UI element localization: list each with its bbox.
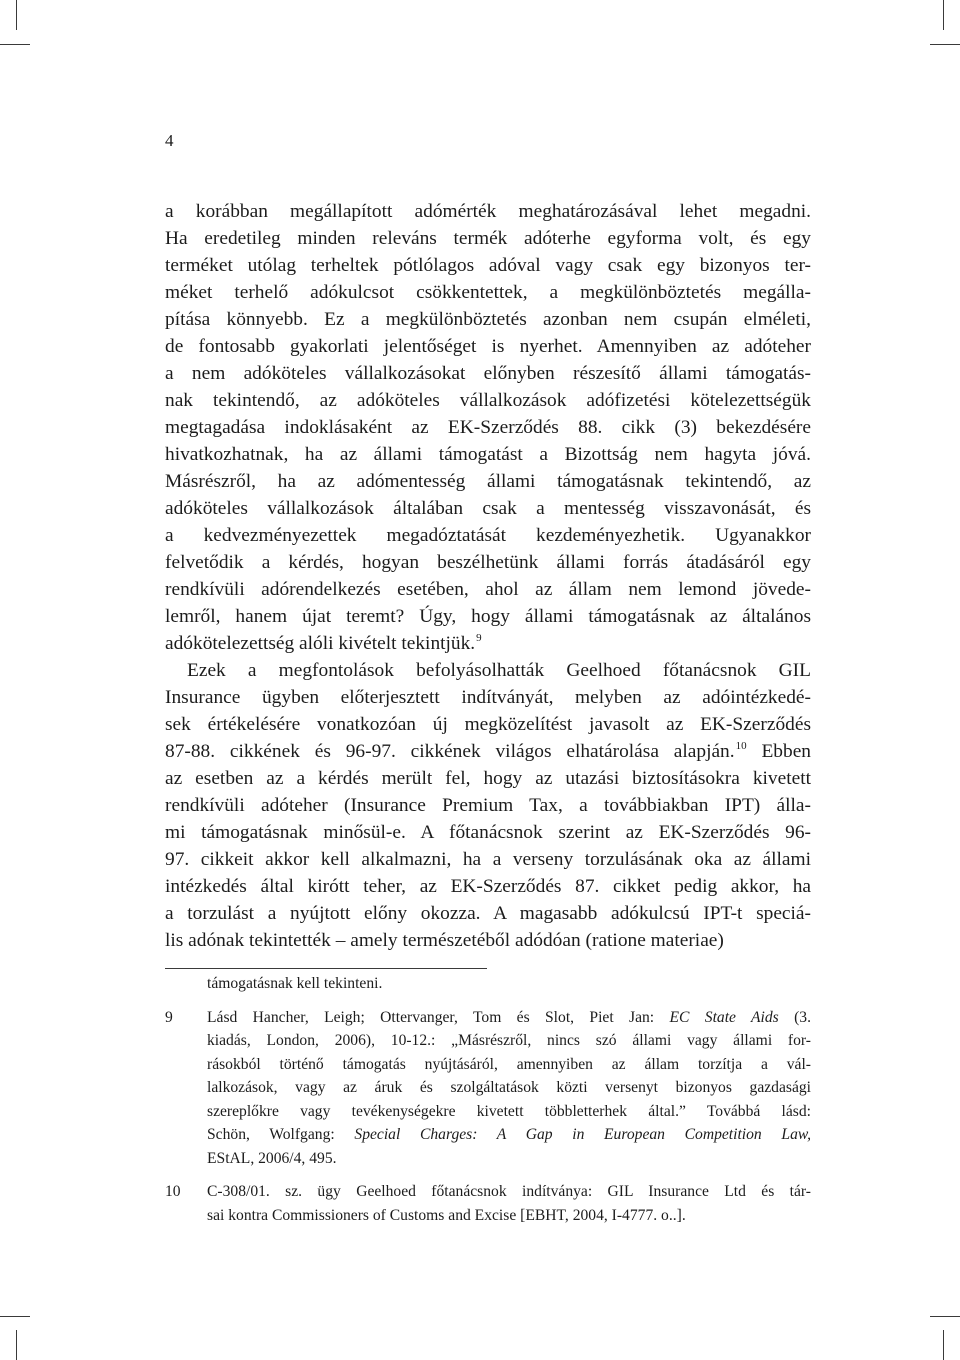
footnote-9 xyxy=(165,1006,811,1171)
crop-mark-top-right xyxy=(943,0,944,30)
footnote-line xyxy=(207,1006,811,1030)
footnote-line: C-308/01. sz. ügy Geelhoed főtanácsnok indítványa: GIL Insurance Ltd és tár- xyxy=(207,1183,811,1200)
body-line: rendkívüli adórendelkezés esetében, ahol az állam nem lemond jövede- xyxy=(165,579,811,600)
body-line-text: Ebben xyxy=(761,741,811,762)
footnotes xyxy=(165,972,811,1227)
footnote-10 xyxy=(165,1180,811,1227)
body-line: lemről, hanem újat teremt? Úgy, hogy állami támogatásnak az általános xyxy=(165,606,811,627)
footnote-text: Lásd Hancher, Leigh; Ottervanger, Tom és Slot, Piet Jan: xyxy=(207,1008,655,1026)
body-line: megtagadása indoklásaként az EK-Szerződés 88. cikk (3) bekezdésére xyxy=(165,417,811,438)
crop-mark-bottom-right xyxy=(943,1330,944,1360)
body-line: lis adónak tekintették – amely természetéből adódóan (ratione materiae) xyxy=(165,930,724,951)
footnote-line: lalkozások, vagy az áruk és szolgáltatások közti versenyt bizonyos gazdasági xyxy=(207,1079,811,1096)
page-number: 4 xyxy=(165,131,174,150)
body-line: mi támogatásnak minősül-e. A főtanácsnok szerint az EK-Szerződés 96- xyxy=(165,822,811,843)
footnote-line: kiadás, London, 2006), 10-12.: „Másrészről, nincs szó állami vagy állami for- xyxy=(207,1032,811,1049)
body-text xyxy=(165,198,811,954)
footnote-text: (3. xyxy=(794,1008,811,1026)
body-line: intézkedés által kirótt teher, az EK-Szerződés 87. cikket pedig akkor, ha xyxy=(165,876,811,897)
body-line: 97. cikkeit akkor kell alkalmazni, ha a verseny torzulásának oka az állami xyxy=(165,849,811,870)
footnote-continuation xyxy=(165,972,811,996)
body-line: sek értékelésére vonatkozóan új megközelítést javasolt az EK-Szerződés xyxy=(165,714,811,735)
body-line: a korábban megállapított adómérték meghatározásával lehet megadni. xyxy=(165,201,811,222)
body-line-text: 87-88. cikkének és 96-97. cikkének világos elhatárolása alapján. xyxy=(165,741,735,762)
footnote-line xyxy=(207,1123,811,1147)
crop-mark-top-right-h xyxy=(930,44,960,45)
footnote-separator xyxy=(165,968,487,969)
body-line: Ezek a megfontolások befolyásolhatták Geelhoed főtanácsnok GIL xyxy=(187,660,811,681)
body-line: az esetben az a kérdés merült fel, hogy az utazási biztosításokra kivetett xyxy=(165,768,811,789)
crop-mark-bottom-left-h xyxy=(0,1316,30,1317)
body-line: a torzulást a nyújtott előny okozza. A magasabb adókulcsú IPT-t speciá- xyxy=(165,903,811,924)
crop-mark-bottom-right-h xyxy=(930,1316,960,1317)
body-line: a nem adóköteles vállalkozásokat előnyben részesítő állami támogatás- xyxy=(165,363,811,384)
crop-mark-top-left xyxy=(16,0,17,30)
footnote-line: sai kontra Commissioners of Customs and Excise [EBHT, 2004, I-4777. o..]. xyxy=(207,1206,686,1224)
body-line-text: adókötelezettség alóli kivételt tekintjük. xyxy=(165,633,476,654)
body-line: terméket utólag terheltek pótlólagos adóval vagy csak egy bizonyos ter- xyxy=(165,255,811,276)
body-line: a kedvezményezettek megadóztatását kezdeményezhetik. Ugyanakkor xyxy=(165,525,811,546)
footnote-line: támogatásnak kell tekinteni. xyxy=(207,975,383,992)
body-line: hivatkozhatnak, ha az állami támogatást a Bizottság nem hagyta jóvá. xyxy=(165,444,811,465)
footnote-number: 10 xyxy=(165,1183,181,1200)
body-line xyxy=(165,738,811,765)
footnote-ref-9[interactable]: 9 xyxy=(476,632,482,644)
body-line: Másrészről, ha az adómentesség állami támogatásnak tekintendő, az xyxy=(165,471,811,492)
body-line: rendkívüli adóteher (Insurance Premium Tax, a továbbiakban IPT) álla- xyxy=(165,795,811,816)
body-line: adóköteles vállalkozások általában csak a mentesség visszavonását, és xyxy=(165,498,811,519)
body-line: felvetődik a kérdés, hogyan beszélhetünk állami forrás átadásáról egy xyxy=(165,552,811,573)
footnote-ref-10[interactable]: 10 xyxy=(735,740,747,752)
article-title: Special Charges: A Gap in European Competition Law, xyxy=(354,1126,812,1143)
footnote-line: szereplőkre vagy tevékenységekre kivetett többletterhek által.” Továbbá lásd: xyxy=(207,1102,811,1120)
body-line xyxy=(165,630,811,657)
footnote-text: Schön, Wolfgang: xyxy=(207,1126,335,1143)
crop-mark-bottom-left xyxy=(16,1330,17,1360)
book-title: EC State Aids xyxy=(669,1008,779,1026)
body-line: de fontosabb gyakorlati jelentőséget is nyerhet. Amennyiben az adóteher xyxy=(165,336,811,357)
body-line: pítása könnyebb. Ez a megkülönböztetés azonban nem csupán elméleti, xyxy=(165,309,811,330)
crop-mark-top-left-h xyxy=(0,44,30,45)
body-line: Ha eredetileg minden releváns termék adóterhe egyforma volt, és egy xyxy=(165,228,811,249)
footnote-line: EStAL, 2006/4, 495. xyxy=(207,1149,337,1167)
body-line: Insurance ügyben előterjesztett indítványát, melyben az adóintézkedé- xyxy=(165,687,811,708)
footnote-line: rásokból történő támogatás nyújtásáról, amennyiben az állam torzítja a vál- xyxy=(207,1055,811,1073)
footnote-number: 9 xyxy=(165,1008,173,1026)
body-line: méket terhelő adókulcsot csökkentettek, a megkülönböztetés megálla- xyxy=(165,282,811,303)
body-line: nak tekintendő, az adóköteles vállalkozások adófizetési kötelezettségük xyxy=(165,390,811,411)
